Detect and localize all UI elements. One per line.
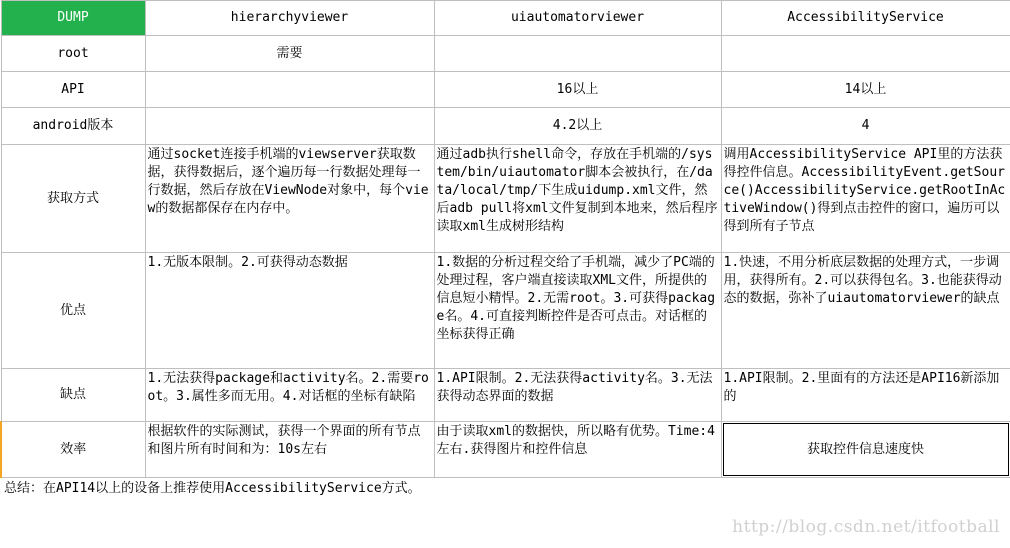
- cell-root-accessibility: [721, 36, 1010, 72]
- cell-api-accessibility: 14以上: [721, 72, 1010, 108]
- label-root: root: [1, 36, 145, 72]
- label-pros: 优点: [1, 253, 145, 369]
- cell-pros-uiautomatorviewer: 1.数据的分析过程交给了手机端，减少了PC端的处理过程，客户端直接读取XML文件，所提供的信息短小精悍。2.无需root。3.可获得package名。4.可直接判断控件是否可点击。对话框的坐标获得正确: [434, 253, 721, 369]
- cell-method-uiautomatorviewer: 通过adb执行shell命令，存放在手机端的/system/bin/uiautomator脚本会被执行，在/data/local/tmp/下生成uidump.xml文件，然后adb pull将xml文件复制到本地来，然后程序读取xml生成树形结构: [434, 145, 721, 253]
- cell-android-accessibility: 4: [721, 108, 1010, 145]
- cell-pros-accessibility: 1.快速，不用分析底层数据的处理方式，一步调用，获得所有。2.可以获得包名。3.也能获得动态的数据，弥补了uiautomatorviewer的缺点: [721, 253, 1010, 369]
- cell-api-hierarchyviewer: [145, 72, 434, 108]
- cell-api-uiautomatorviewer: 16以上: [434, 72, 721, 108]
- cell-cons-accessibility: 1.API限制。2.里面有的方法还是API16新添加的: [721, 369, 1010, 422]
- cell-efficiency-accessibility: [721, 422, 1010, 478]
- row-android-version: [1, 108, 1010, 145]
- row-pros: [1, 253, 1010, 369]
- cell-root-uiautomatorviewer: [434, 36, 721, 72]
- cell-android-hierarchyviewer: [145, 108, 434, 145]
- row-method: [1, 145, 1010, 253]
- label-method: 获取方式: [1, 145, 145, 253]
- watermark-text: http://blog.csdn.net/itfootball: [732, 517, 1000, 537]
- cell-method-hierarchyviewer: 通过socket连接手机端的viewserver获取数据，获得数据后，逐个遍历每一行数据处理每一行数据，然后存放在ViewNode对象中，每个view的数据都保存在内存中。: [145, 145, 434, 253]
- header-hierarchyviewer: hierarchyviewer: [145, 1, 434, 36]
- row-api: [1, 72, 1010, 108]
- label-cons: 缺点: [1, 369, 145, 422]
- summary-text: 总结：在API14以上的设备上推荐使用AccessibilityService方式。: [4, 481, 421, 496]
- header-uiautomatorviewer: uiautomatorviewer: [434, 1, 721, 36]
- cell-cons-uiautomatorviewer: 1.API限制。2.无法获得activity名。3.无法获得动态界面的数据: [434, 369, 721, 422]
- cell-efficiency-hierarchyviewer: 根据软件的实际测试，获得一个界面的所有节点和图片所有时间和为：10s左右: [145, 422, 434, 478]
- cell-efficiency-accessibility-text: 获取控件信息速度快: [806, 441, 924, 457]
- cell-method-accessibility: 调用AccessibilityService API里的方法获得控件信息。AccessibilityEvent.getSource()AccessibilityService.getRootInActiveWindow()得到点击控件的窗口，遍历可以得到所有子节点: [721, 145, 1010, 253]
- selected-cell-box: [723, 423, 1009, 476]
- cell-cons-hierarchyviewer: 1.无法获得package和activity名。2.需要root。3.属性多而无用。4.对话框的坐标有缺陷: [145, 369, 434, 422]
- header-row: [1, 1, 1010, 36]
- row-root: [1, 36, 1010, 72]
- label-efficiency: 效率: [1, 422, 145, 478]
- label-android-version: android版本: [1, 108, 145, 145]
- cell-pros-hierarchyviewer: 1.无版本限制。2.可获得动态数据: [145, 253, 434, 369]
- header-accessibilityservice: AccessibilityService: [721, 1, 1010, 36]
- header-dump: DUMP: [1, 1, 145, 36]
- row-cons: [1, 369, 1010, 422]
- cell-efficiency-uiautomatorviewer: 由于读取xml的数据快，所以略有优势。Time:4左右.获得图片和控件信息: [434, 422, 721, 478]
- row-efficiency: [1, 422, 1010, 478]
- cell-android-uiautomatorviewer: 4.2以上: [434, 108, 721, 145]
- label-api: API: [1, 72, 145, 108]
- cell-root-hierarchyviewer: 需要: [145, 36, 434, 72]
